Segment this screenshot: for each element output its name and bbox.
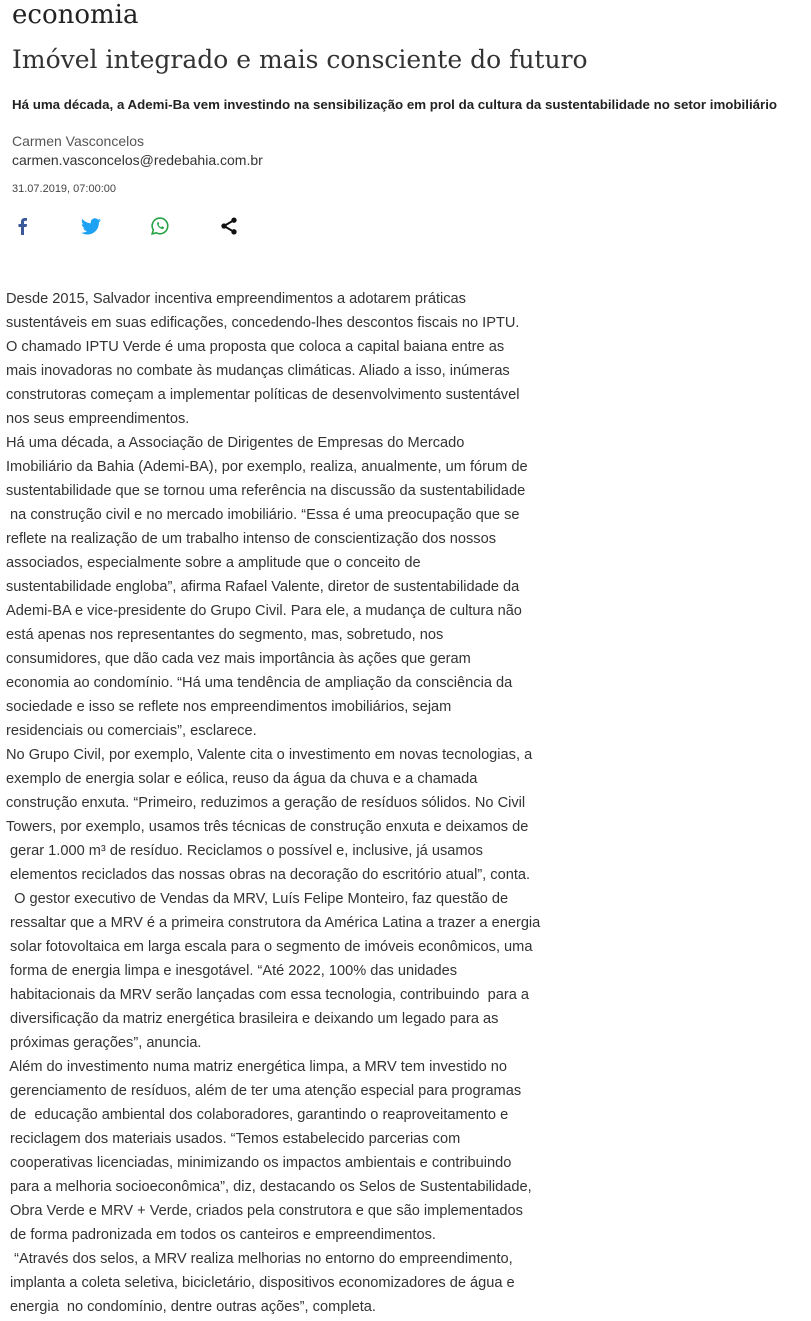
article-line: construção enxuta. “Primeiro, reduzimos a geração de resíduos sólidos. No Civil xyxy=(6,795,526,811)
article-line: ressaltar que a MRV é a primeira construtora da América Latina a trazer a energia xyxy=(6,915,541,931)
article-line: consumidores, que dão cada vez mais importância às ações que geram xyxy=(6,651,471,667)
article-line: Desde 2015, Salvador incentiva empreendimentos a adotarem práticas xyxy=(6,291,466,307)
facebook-icon xyxy=(16,217,28,235)
article-line: Obra Verde e MRV + Verde, criados pela construtora e que são implementados xyxy=(6,1203,523,1219)
whatsapp-icon xyxy=(150,216,170,236)
article-line: na construção civil e no mercado imobiliário. “Essa é uma preocupação que se xyxy=(6,507,520,523)
article-line: solar fotovoltaica em larga escala para o segmento de imóveis econômicos, uma xyxy=(6,939,533,955)
article-title: Imóvel integrado e mais consciente do futuro xyxy=(12,45,588,74)
article-line: Ademi-BA e vice-presidente do Grupo Civil. Para ele, a mudança de cultura não xyxy=(6,603,522,619)
article-line: sustentabilidade que se tornou uma referência na discussão da sustentabilidade xyxy=(6,483,526,499)
article-line: gerar 1.000 m³ de resíduo. Reciclamos o possível e, inclusive, já usamos xyxy=(6,843,483,859)
article-line: exemplo de energia solar e eólica, reuso da água da chuva e a chamada xyxy=(6,771,478,787)
article-line: Além do investimento numa matriz energética limpa, a MRV tem investido no xyxy=(6,1059,508,1075)
article-line: Imobiliário da Bahia (Ademi-BA), por exemplo, realiza, anualmente, um fórum de xyxy=(6,459,528,475)
article-line: sustentabilidade engloba”, afirma Rafael Valente, diretor de sustentabilidade da xyxy=(6,579,520,595)
article-line: diversificação da matriz energética brasileira e deixando um legado para as xyxy=(6,1011,499,1027)
generic-share-button[interactable] xyxy=(217,214,241,238)
article-line: próximas gerações”, anuncia. xyxy=(6,1035,202,1051)
article-line: energia no condomínio, dentre outras ações”, completa. xyxy=(6,1299,376,1315)
article-line: sociedade e isso se reflete nos empreendimentos imobiliários, sejam xyxy=(6,699,452,715)
share-icon xyxy=(219,216,239,236)
article-line: habitacionais da MRV serão lançadas com essa tecnologia, contribuindo para a xyxy=(6,987,529,1003)
article-line: gerenciamento de resíduos, além de ter uma atenção especial para programas xyxy=(6,1083,522,1099)
article-line: de forma padronizada em todos os canteiros e empreendimentos. xyxy=(6,1227,436,1243)
article-body xyxy=(6,287,556,1319)
article-line: economia ao condomínio. “Há uma tendência de ampliação da consciência da xyxy=(6,675,513,691)
article-line: No Grupo Civil, por exemplo, Valente cita o investimento em novas tecnologias, a xyxy=(6,747,533,763)
article-line: de educação ambiental dos colaboradores, garantindo o reaproveitamento e xyxy=(6,1107,509,1123)
article-line: reciclagem dos materiais usados. “Temos estabelecido parcerias com xyxy=(6,1131,461,1147)
article-line: está apenas nos representantes do segmento, mas, sobretudo, nos xyxy=(6,627,444,643)
article-line: nos seus empreendimentos. xyxy=(6,411,190,427)
article-subtitle: Há uma década, a Ademi-Ba vem investindo na sensibilização em prol da cultura da sustentabilidade no setor imobiliário xyxy=(12,97,778,112)
article-line: Há uma década, a Associação de Dirigentes de Empresas do Mercado xyxy=(6,435,465,451)
facebook-share-button[interactable] xyxy=(10,214,34,238)
article-line: cooperativas licenciadas, minimizando os impactos ambientais e contribuindo xyxy=(6,1155,512,1171)
article-line: residenciais ou comerciais”, esclarece. xyxy=(6,723,257,739)
article-line: forma de energia limpa e inesgotável. “Até 2022, 100% das unidades xyxy=(6,963,458,979)
publish-date: 31.07.2019, 07:00:00 xyxy=(12,183,116,195)
article-line: “Através dos selos, a MRV realiza melhorias no entorno do empreendimento, xyxy=(6,1251,513,1267)
article-line: Towers, por exemplo, usamos três técnicas de construção enxuta e deixamos de xyxy=(6,819,529,835)
whatsapp-share-button[interactable] xyxy=(148,214,172,238)
article-line: para a melhoria socioeconômica”, diz, destacando os Selos de Sustentabilidade, xyxy=(6,1179,532,1195)
article-line: elementos reciclados das nossas obras na decoração do escritório atual”, conta. xyxy=(6,867,531,883)
twitter-icon xyxy=(81,218,101,235)
article-line: mais inovadoras no combate às mudanças climáticas. Aliado a isso, inúmeras xyxy=(6,363,510,379)
article-line: implanta a coleta seletiva, bicicletário, dispositivos economizadores de água e xyxy=(6,1275,515,1291)
article-line: O gestor executivo de Vendas da MRV, Luís Felipe Monteiro, faz questão de xyxy=(6,891,509,907)
article-line: O chamado IPTU Verde é uma proposta que coloca a capital baiana entre as xyxy=(6,339,505,355)
author-name: Carmen Vasconcelos xyxy=(12,133,145,149)
section-label[interactable]: economia xyxy=(12,0,139,30)
article-line: associados, especialmente sobre a amplitude que o conceito de xyxy=(6,555,421,571)
article-line: construtoras começam a implementar políticas de desenvolvimento sustentável xyxy=(6,387,520,403)
article-line: sustentáveis em suas edificações, concedendo-lhes descontos fiscais no IPTU. xyxy=(6,315,520,331)
author-email[interactable]: carmen.vasconcelos@redebahia.com.br xyxy=(12,152,263,168)
twitter-share-button[interactable] xyxy=(79,214,103,238)
article-line: reflete na realização de um trabalho intenso de conscientização dos nossos xyxy=(6,531,497,547)
